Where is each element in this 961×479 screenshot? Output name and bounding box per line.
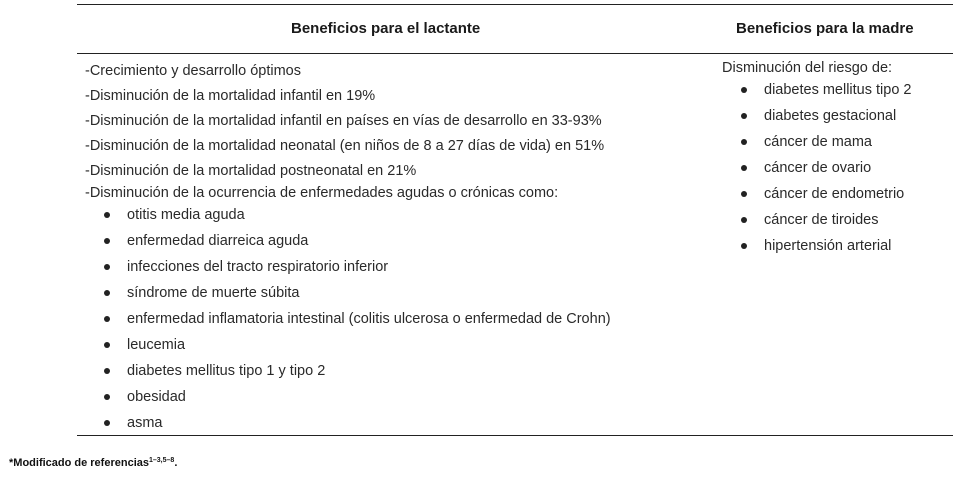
- bullet-icon: [104, 394, 110, 400]
- bullet-icon: [741, 87, 747, 93]
- footnote: *Modificado de referencias$^{1-3,5-8}$.: [9, 457, 178, 469]
- list-item: diabetes mellitus tipo 2: [722, 77, 957, 103]
- bullet-icon: [104, 212, 110, 218]
- table-bottom-rule: [77, 435, 953, 436]
- infant-benefit-line: -Disminución de la mortalidad infantil en países en vías de desarrollo en 33-93%: [85, 113, 602, 129]
- bullet-icon: [104, 290, 110, 296]
- bullet-icon: [741, 217, 747, 223]
- footnote-superscript: 1–3,5–8: [149, 457, 175, 464]
- infant-benefits-column: [85, 59, 725, 436]
- mother-benefits-column: [722, 59, 957, 259]
- list-item: cáncer de mama: [722, 129, 957, 155]
- bullet-icon: [104, 368, 110, 374]
- header-infant-benefits: Beneficios para el lactante: [291, 20, 481, 37]
- infant-benefit-line: -Crecimiento y desarrollo óptimos: [85, 63, 301, 79]
- bullet-icon: [741, 165, 747, 171]
- list-item: diabetes gestacional: [722, 103, 957, 129]
- list-item: cáncer de tiroides: [722, 207, 957, 233]
- table-top-rule: [77, 4, 953, 5]
- bullet-icon: [741, 139, 747, 145]
- list-item: cáncer de ovario: [722, 155, 957, 181]
- list-item: leucemia: [85, 332, 725, 358]
- list-item: otitis media aguda: [85, 202, 725, 228]
- list-item: asma: [85, 410, 725, 436]
- infant-benefit-line: -Disminución de la mortalidad infantil en 19%: [85, 88, 376, 104]
- bullet-icon: [741, 191, 747, 197]
- list-item: enfermedad inflamatoria intestinal (colitis ulcerosa o enfermedad de Crohn): [85, 306, 725, 332]
- mother-benefit-list: [722, 77, 957, 259]
- bullet-icon: [104, 420, 110, 426]
- infant-benefit-line: -Disminución de la mortalidad neonatal (en niños de 8 a 27 días de vida) en 51%: [85, 138, 605, 154]
- bullet-icon: [741, 243, 747, 249]
- table-header-rule: [77, 53, 953, 54]
- bullet-icon: [104, 342, 110, 348]
- list-item: hipertensión arterial: [722, 233, 957, 259]
- infant-benefit-line: -Disminución de la ocurrencia de enfermedades agudas o crónicas como:: [85, 185, 559, 201]
- bullet-icon: [741, 113, 747, 119]
- bullet-icon: [104, 316, 110, 322]
- bullet-icon: [104, 264, 110, 270]
- infant-disease-list: [85, 202, 725, 436]
- list-item: obesidad: [85, 384, 725, 410]
- infant-benefit-line: -Disminución de la mortalidad postneonatal en 21%: [85, 163, 417, 179]
- list-item: cáncer de endometrio: [722, 181, 957, 207]
- header-mother-benefits: Beneficios para la madre: [736, 20, 914, 37]
- list-item: diabetes mellitus tipo 1 y tipo 2: [85, 358, 725, 384]
- mother-intro: Disminución del riesgo de:: [722, 60, 893, 76]
- bullet-icon: [104, 238, 110, 244]
- list-item: síndrome de muerte súbita: [85, 280, 725, 306]
- list-item: infecciones del tracto respiratorio inferior: [85, 254, 725, 280]
- list-item: enfermedad diarreica aguda: [85, 228, 725, 254]
